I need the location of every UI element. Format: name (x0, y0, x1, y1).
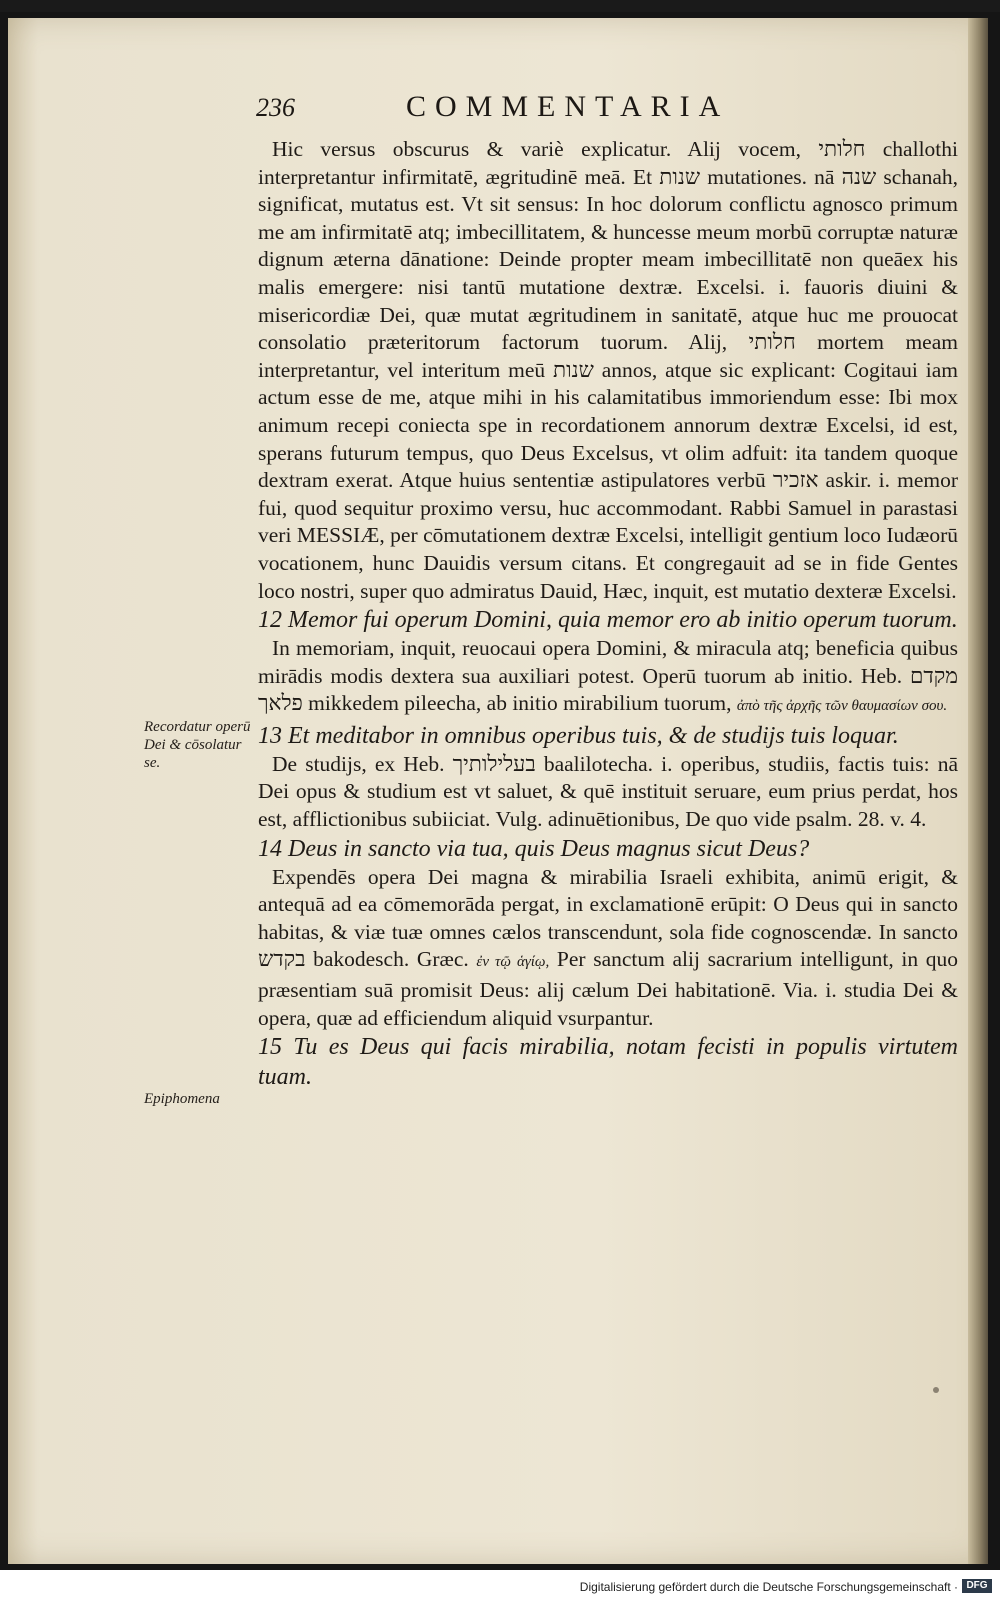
footer-bar (0, 1570, 1000, 1601)
ink-spot (933, 1387, 939, 1393)
running-head: COMMENTARIA (406, 90, 730, 123)
greek-quote-12: ἀπὸ τῆς ἀρχῆς τῶν θαυμασίων σου. (736, 698, 948, 715)
verse-15: 15 Tu es Deus qui facis mirabilia, notam fecisti in populis virtutem tuam. (258, 1034, 958, 1091)
greek-quote-14: ἐν τῷ ἁγίῳ, (476, 954, 550, 971)
dfg-logo: DFG (962, 1579, 992, 1593)
paragraph-commentary-13: De studijs, ex Heb. בעלילותיך baalilotecha. i. operibus, studiis, factis tuis: nā Dei opus & studium est vt saluet, & quē instituit seruare, eum prius perdat, hos est, afflictionibus subiiciat. Vulg. adinuētionibus, De quo vide psalm. 28. v. 4. (258, 751, 958, 832)
page-header (256, 90, 816, 134)
paragraph-commentary-11: Hic versus obscurus & variè explicatur. Alij vocem, חלותי challothi interpretantur infirmitatē, ægritudinē meā. Et שנות mutationes. nā שנה schanah, significat, mutatus est. Vt sit sensus: In hoc dolorum conflictu agnosco primum me am infirmitatē atq; imbecillitatem, & huncesse meum morbū corruptæ naturæ dignum æterna dānatione: Deinde propter meam imbecillitatē non queāex his malis emergere: nisi tantū mutatione dextræ. Excelsi. i. fauoris diuini & misericordiæ Dei, quæ mutat ægritudinem in sanitatē, atque huc me prouocat consolatio præteritorum factorum tuorum. Alij, חלותי mortem meam interpretantur, vel interitum meū שנות annos, atque sic explicant: Cogitaui iam actum esse de me, atque mihi in his calamitatibus immoriendum esse: Ibi mox animum recepi coniecta spe in recordationem annorum dextræ Excelsi, id est, sperans futurum tempus, quo Deus Excelsus, vt olim adfuit: ita tandem quoque dextram exerat. Atque huius sententiæ astipulatores verbū אזכיר askir. i. memor fui, quod sequitur proximo versu, huc accommodant. Rabbi Samuel in parastasi veri MESSIÆ, per cōmutationem dextræ Excelsi, intelligit gentium loco Iudæorū vocationem, hunc Dauidis versum citans. Et congregauit ad se in fide Gentes loco nostri, super quo admiratus Dauid, Hæc, inquit, est mutatio dexteræ Excelsi. (258, 137, 959, 603)
page-edge-shadow (968, 18, 988, 1564)
commentary-14-text: Expendēs opera Dei magna & mirabilia Israeli exhibita, animū erigit, & antequā ad ea cōmemorāda pergat, in exclamationē erūpit: O Deus qui in sancto habitas, & viæ tuæ omnes cælos transcendunt, sola fide cognoscendæ. In sancto בקדש bakodesch. Græc. (258, 864, 958, 972)
paragraph-commentary-14 (258, 864, 958, 1033)
commentary-body (258, 136, 958, 1092)
verse-13: 13 Et meditabor in omnibus operibus tuis, & de studijs tuis loquar. (258, 722, 899, 749)
verse-14: 14 Deus in sancto via tua, quis Deus magnus sicut Deus? (258, 835, 810, 862)
commentary-12-text: In memoriam, inquit, reuocaui opera Domini, & miracula atq; beneficia quibus mirādis modis dextera sua auxiliari potest. Operū tuorum ab initio. Heb. מקדם פלאך mikkedem pileecha, ab initio mirabilium tuorum, (258, 636, 958, 716)
page-number: 236 (256, 93, 295, 122)
commentary-14-rest: Per sanctum alij sacrarium intelligunt, in quo præsentiam suā promisit Deus: alij cælum Dei habitationē. Via. i. studia Dei & opera, quæ ad efficiendum aliquid vsurpantur. (258, 947, 958, 1030)
margin-note-epiphomena: Epiphomena (144, 1091, 220, 1107)
paragraph-commentary-12 (258, 635, 958, 721)
top-border (0, 0, 1000, 12)
margin-note-recordatur: Recordatur operū Dei & cōsolatur se. (144, 719, 251, 771)
funding-credit: Digitalisierung gefördert durch die Deutsche Forschungsgemeinschaft · (579, 1580, 958, 1594)
verse-12: 12 Memor fui operum Domini, quia memor ero ab initio operum tuorum. (258, 607, 958, 634)
